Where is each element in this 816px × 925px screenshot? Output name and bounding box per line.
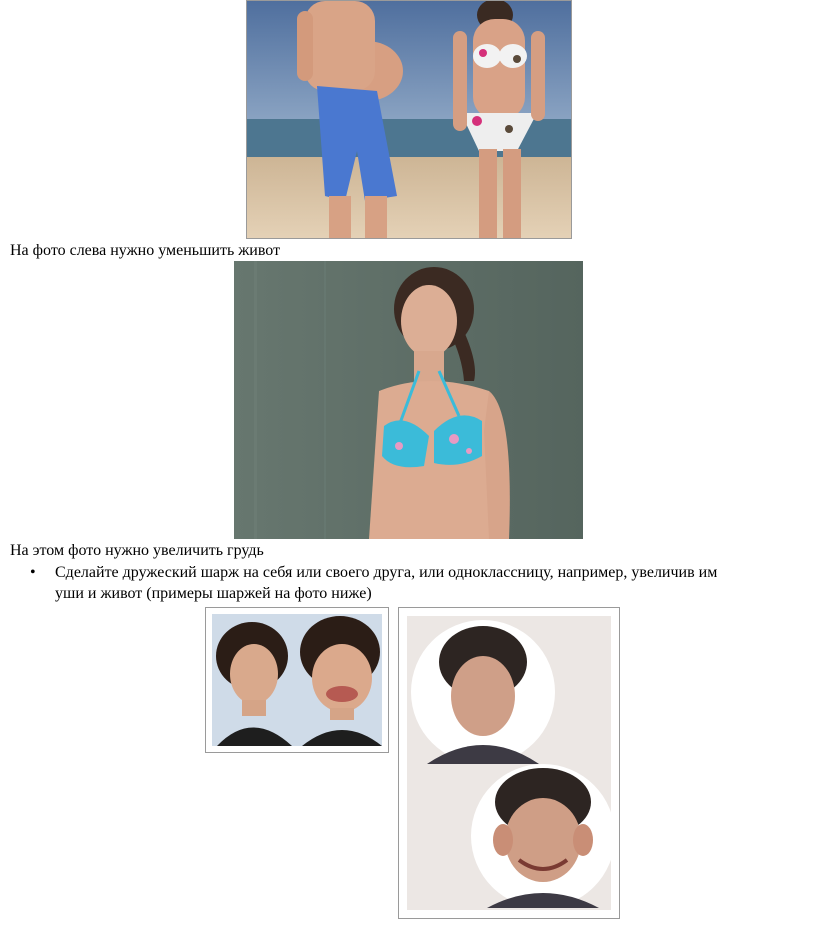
- woman-bikini-photo: [234, 261, 583, 539]
- bullet-text-line1: Сделайте дружеский шарж на себя или своего друга, или одноклассницу, например, увеличив им: [55, 564, 718, 581]
- bullet-marker: •: [30, 564, 36, 581]
- caption-chest: На этом фото нужно увеличить грудь: [10, 542, 264, 559]
- caricature-circles-photo: [398, 607, 620, 919]
- caricature-young-man-photo: [205, 607, 389, 753]
- bullet-text-line2: уши и живот (примеры шаржей на фото ниже): [55, 585, 372, 602]
- caption-belly: На фото слева нужно уменьшить живот: [10, 242, 281, 259]
- beach-couple-photo: [246, 0, 572, 239]
